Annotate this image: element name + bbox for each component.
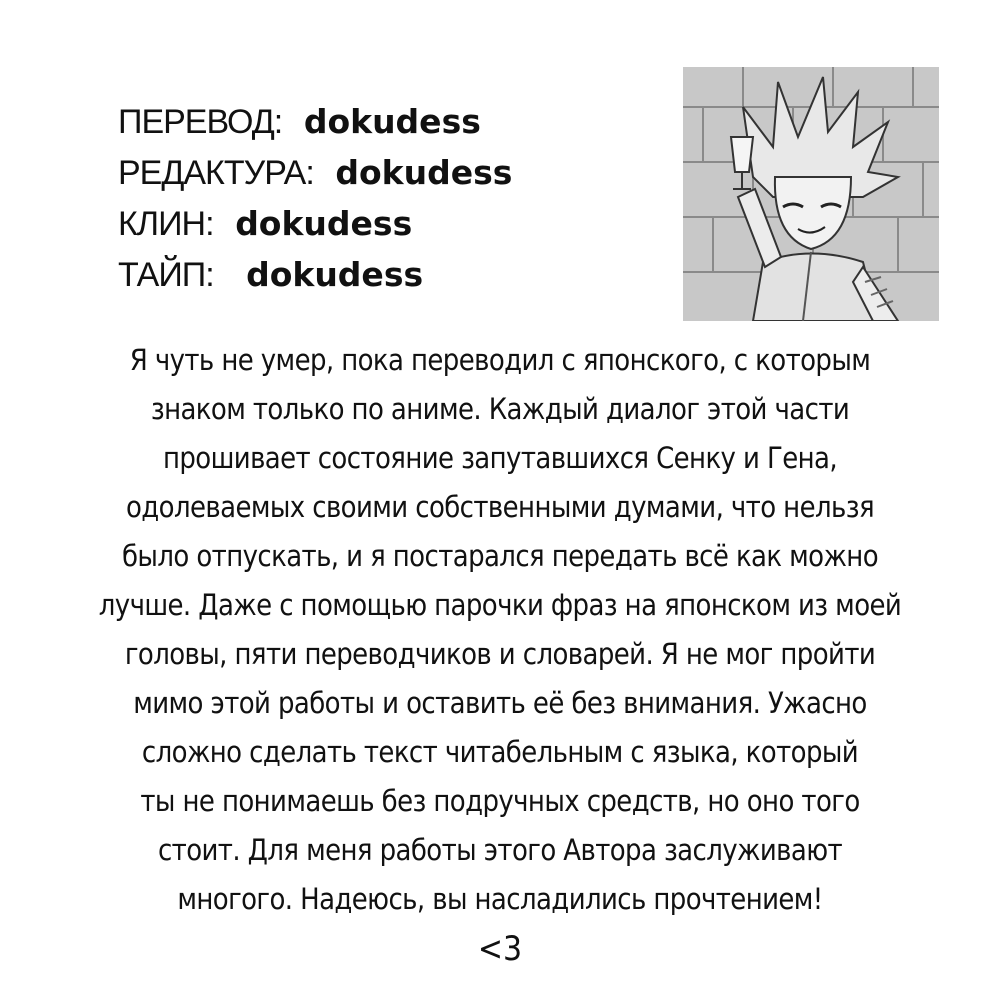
- portrait-image: [683, 67, 939, 321]
- credit-name: dokudess: [235, 204, 413, 243]
- credit-label: ПЕРЕВОД:: [118, 103, 283, 141]
- credit-name: dokudess: [246, 255, 424, 294]
- credit-name: dokudess: [303, 102, 481, 141]
- credit-typesetting: [118, 249, 638, 300]
- note-line: знаком только по аниме. Каждый диалог этой части: [150, 393, 850, 427]
- note-line: сложно сделать текст читабельным с языка, который: [141, 736, 859, 770]
- credits-block: [118, 96, 638, 300]
- note-line: Я чуть не умер, пока переводил с японского, с которым: [129, 344, 871, 378]
- note-line: одолеваемых своими собственными думами, что нельзя: [126, 491, 874, 525]
- note-line: лучше. Даже с помощью парочки фраз на японском из моей: [98, 589, 902, 623]
- note-line: многого. Надеюсь, вы насладились прочтением!: [177, 883, 823, 917]
- credit-editing: [118, 147, 638, 198]
- note-line: ты не понимаешь без подручных средств, но оно того: [140, 785, 860, 819]
- credit-translation: [118, 96, 638, 147]
- note-line: было отпускать, и я постарался передать всё как можно: [122, 540, 878, 574]
- heart-emoticon: <3: [477, 929, 523, 970]
- note-line: стоит. Для меня работы этого Автора заслуживают: [157, 834, 843, 868]
- note-line: прошивает состояние запутавшихся Сенку и Гена,: [162, 442, 838, 476]
- credit-label: РЕДАКТУРА:: [118, 154, 314, 192]
- note-line: головы, пяти переводчиков и словарей. Я не мог пройти: [124, 638, 876, 672]
- credit-label: КЛИН:: [118, 205, 214, 243]
- translator-note: [40, 337, 960, 974]
- note-line: мимо этой работы и оставить её без внимания. Ужасно: [133, 687, 867, 721]
- anime-character-illustration: [683, 67, 939, 321]
- credit-label: ТАЙП:: [118, 256, 214, 294]
- credit-name: dokudess: [335, 153, 513, 192]
- credit-cleaning: [118, 198, 638, 249]
